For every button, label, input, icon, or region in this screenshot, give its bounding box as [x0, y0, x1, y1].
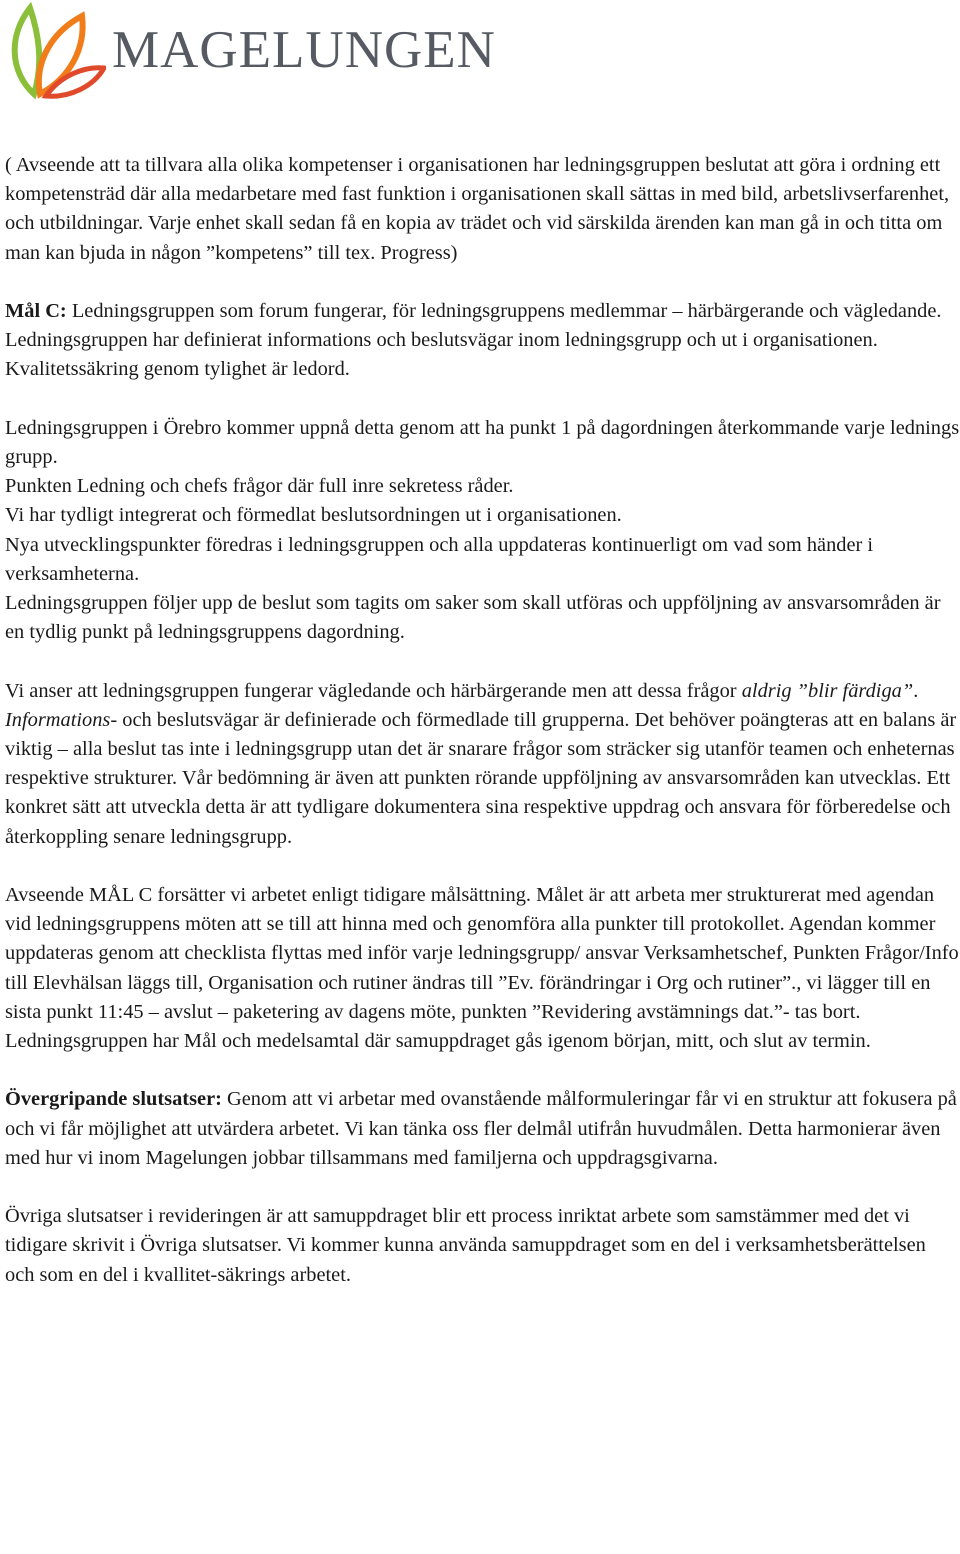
overgripande-text: Genom att vi arbetar med ovanstående målformuleringar får vi en struktur att fokusera på och vi får möjlighet att utvärdera arbetet. Vi kan tänka oss fler delmål utifrån huvudmålen. Detta harmonierar även med hur vi inom Magelungen jobbar tillsammans med familjerna och uppdragsgivarna. — [5, 1088, 957, 1169]
paragraph-mal-c — [5, 297, 960, 326]
anser-italic-2: Informations — [5, 708, 111, 731]
paragraph-avseende-mal-c: Avseende MÅL C forsätter vi arbetet enligt tidigare målsättning. Målet är att arbeta mer strukturerat med agendan vid ledningsgruppens möten att se till att hinna med och genomföra alla punkter till protokollet. Agendan kommer uppdateras genom att checklista flyttas med inför varje ledningsgrupp/ ansvar Verksamhetschef, Punkten Frågor/Info till Elevhälsan läggs till, Organisation och rutiner ändras till ”Ev. förändringar i Org och rutiner”., vi lägger till en sista punkt 11:45 – avslut – paketering av dagens möte, punkten ”Revidering avstämnings dat.”- tas bort. — [5, 884, 959, 1023]
orebro-line-3: Vi har tydligt integrerat och förmedlat beslutsordningen ut i organisationen. — [5, 504, 622, 527]
paragraph-ovriga: Övriga slutsatser i revideringen är att samuppdraget blir ett process inriktat arbete som samstämmer med det vi tidigare skrivit i Övriga slutsatser. Vi kommer kunna använda samuppdraget som en del i verksamhetsberättelsen och som en del i kvallitet-säkrings arbetet. — [5, 1205, 926, 1286]
anser-italic-1: aldrig ”blir färdiga” — [741, 679, 914, 702]
orebro-line-2: Punkten Ledning och chefs frågor där full inre sekretess råder. — [5, 475, 514, 498]
orebro-line-4: Nya utvecklingspunkter föredras i ledningsgruppen och alla uppdateras kontinuerligt om vad som händer i verksamheterna. — [5, 533, 874, 585]
logo-wordmark: MAGELUNGEN — [112, 21, 496, 79]
mal-c-text: Ledningsgruppen som forum fungerar, för ledningsgruppens medlemmar – härbärgerande och vägledande. — [66, 300, 942, 322]
anser-post: - och beslutsvägar är definierade och förmedlade till grupperna. Det behöver poängteras att en balans är viktig – alla beslut tas inte i ledningsgrupp utan det är snarare frågor som sträcker sig utanför teamen och enheternas respektive strukturer. Vår bedömning är även att punkten rörande uppföljning av ansvarsområden kan utvecklas. Ett konkret sätt att utveckla detta är att tydligare dokumentera sina respektive uppdrag och ansvara för förberedelse och återkoppling senare ledningsgrupp. — [5, 708, 957, 848]
mal-c-line-3: Kvalitetssäkring genom tylighet är ledord. — [5, 358, 350, 381]
document-body — [5, 151, 960, 1290]
mal-c-label: Mål C: — [5, 300, 67, 322]
anser-mid: . — [913, 679, 919, 702]
orebro-line-1: Ledningsgruppen i Örebro kommer uppnå detta genom att ha punkt 1 på dagordningen återkommande varje lednings grupp. — [5, 416, 960, 468]
orebro-line-5: Ledningsgruppen följer upp de beslut som tagits om saker som skall utföras och uppföljning av ansvarsområden är en tydlig punkt på ledningsgruppens dagordning. — [5, 592, 941, 644]
paragraph-kompetenstrad: ( Avseende att ta tillvara alla olika kompetenser i organisationen har ledningsgruppen beslutat att göra i ordning ett kompetensträd där alla medarbetare med fast funktion i organisationen skall sättas in med bild, arbetslivserfarenhet, och utbildningar. Varje enhet skall sedan få en kopia av trädet och vid särskilda ärenden kan man gå in och titta om man kan bjuda in någon ”kompetens” till tex. Progress) — [5, 154, 950, 264]
magelungen-leaf-logo-icon — [4, 2, 106, 100]
header — [4, 2, 524, 102]
mal-c-line-2: Ledningsgruppen har definierat informations och beslutsvägar inom ledningsgrupp och ut i organisationen. — [5, 329, 878, 352]
paragraph-overgripande — [5, 1085, 960, 1173]
overgripande-label: Övergripande slutsatser: — [5, 1088, 222, 1111]
paragraph-mal-och-medelsamtal: Ledningsgruppen har Mål och medelsamtal där samuppdraget gås igenom början, mitt, och slut av termin. — [5, 1030, 871, 1053]
anser-pre: Vi anser att ledningsgruppen fungerar vägledande och härbärgerande men att dessa frågor — [5, 679, 742, 702]
paragraph-vi-anser — [5, 677, 960, 852]
